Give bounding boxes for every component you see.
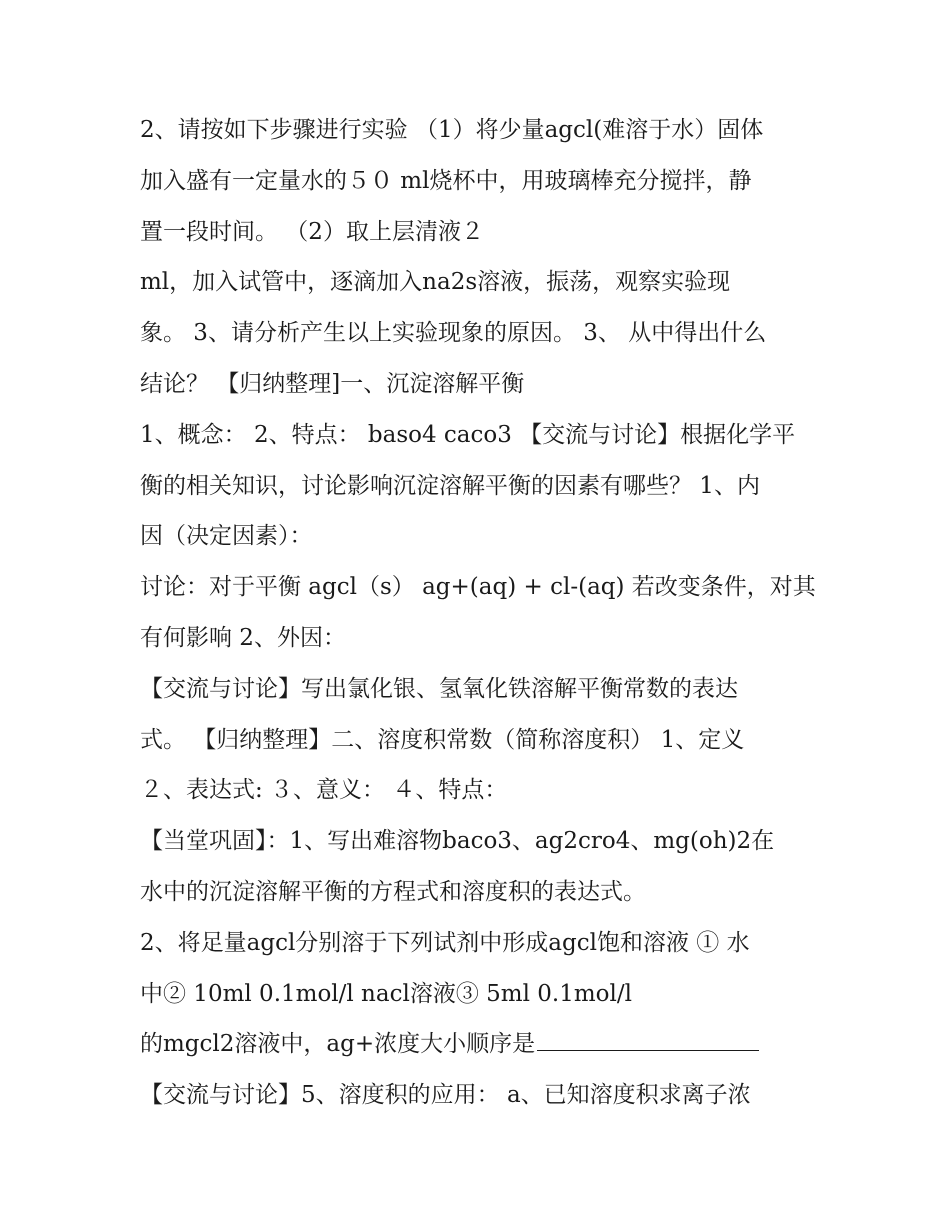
text-line-15: 【当堂巩固】：1、写出难溶物baco3、ag2cro4、mg(oh)2在 bbox=[140, 828, 775, 855]
text-line-7: 1、概念： 2、特点： baso4 caco3 【交流与讨论】根据化学平 bbox=[140, 421, 796, 448]
text-line-18: 中② 10ml 0.1mol/l nacl溶液③ 5ml 0.1mol/l bbox=[140, 980, 632, 1007]
answer-blank[interactable] bbox=[537, 1020, 759, 1051]
text-line-12: 【交流与讨论】写出氯化银、氢氧化铁溶解平衡常数的表达 bbox=[140, 675, 738, 702]
text-line-6: 结论？ 【归纳整理]一、沉淀溶解平衡 bbox=[140, 370, 525, 397]
text-line-14: ２、表达式: ３、意义： ４、特点： bbox=[140, 777, 508, 804]
text-line-8: 衡的相关知识，讨论影响沉淀溶解平衡的因素有哪些？ 1、内 bbox=[140, 472, 760, 499]
text-line-10: 讨论：对于平衡 agcl（s） ag+(aq) + cl-(aq) 若改变条件，对其 bbox=[140, 574, 816, 601]
line-19-text: 的mgcl2溶液中，ag+浓度大小顺序是 bbox=[140, 1031, 536, 1058]
text-line-11: 有何影响 2、外因： bbox=[140, 624, 346, 651]
text-line-13: 式。 【归纳整理】二、溶度积常数（简称溶度积） 1、定义 bbox=[140, 726, 745, 753]
text-line-20: 【交流与讨论】5、溶度积的应用： a、已知溶度积求离子浓 bbox=[140, 1082, 751, 1109]
text-line-16: 水中的沉淀溶解平衡的方程式和溶度积的表达式。 bbox=[140, 878, 646, 905]
text-line-2: 加入盛有一定量水的５０ ml烧杯中，用玻璃棒充分搅拌，静 bbox=[140, 167, 752, 194]
text-line-17: 2、将足量agcl分别溶于下列试剂中形成agcl饱和溶液 ① 水 bbox=[140, 929, 750, 956]
text-line-1: 2、请按如下步骤进行实验 （1）将少量agcl(难溶于水）固体 bbox=[140, 117, 764, 143]
text-line-5: 象。 3、请分析产生以上实验现象的原因。 3、 从中得出什么 bbox=[140, 320, 767, 347]
document-body bbox=[140, 105, 816, 1121]
text-line-3: 置一段时间。 （2）取上层清液２ bbox=[140, 218, 484, 245]
text-line-19 bbox=[140, 1019, 812, 1070]
text-line-4: ml，加入试管中，逐滴加入na2s溶液，振荡，观察实验现 bbox=[140, 269, 731, 296]
text-line-9: 因（决定因素）： bbox=[140, 523, 313, 550]
